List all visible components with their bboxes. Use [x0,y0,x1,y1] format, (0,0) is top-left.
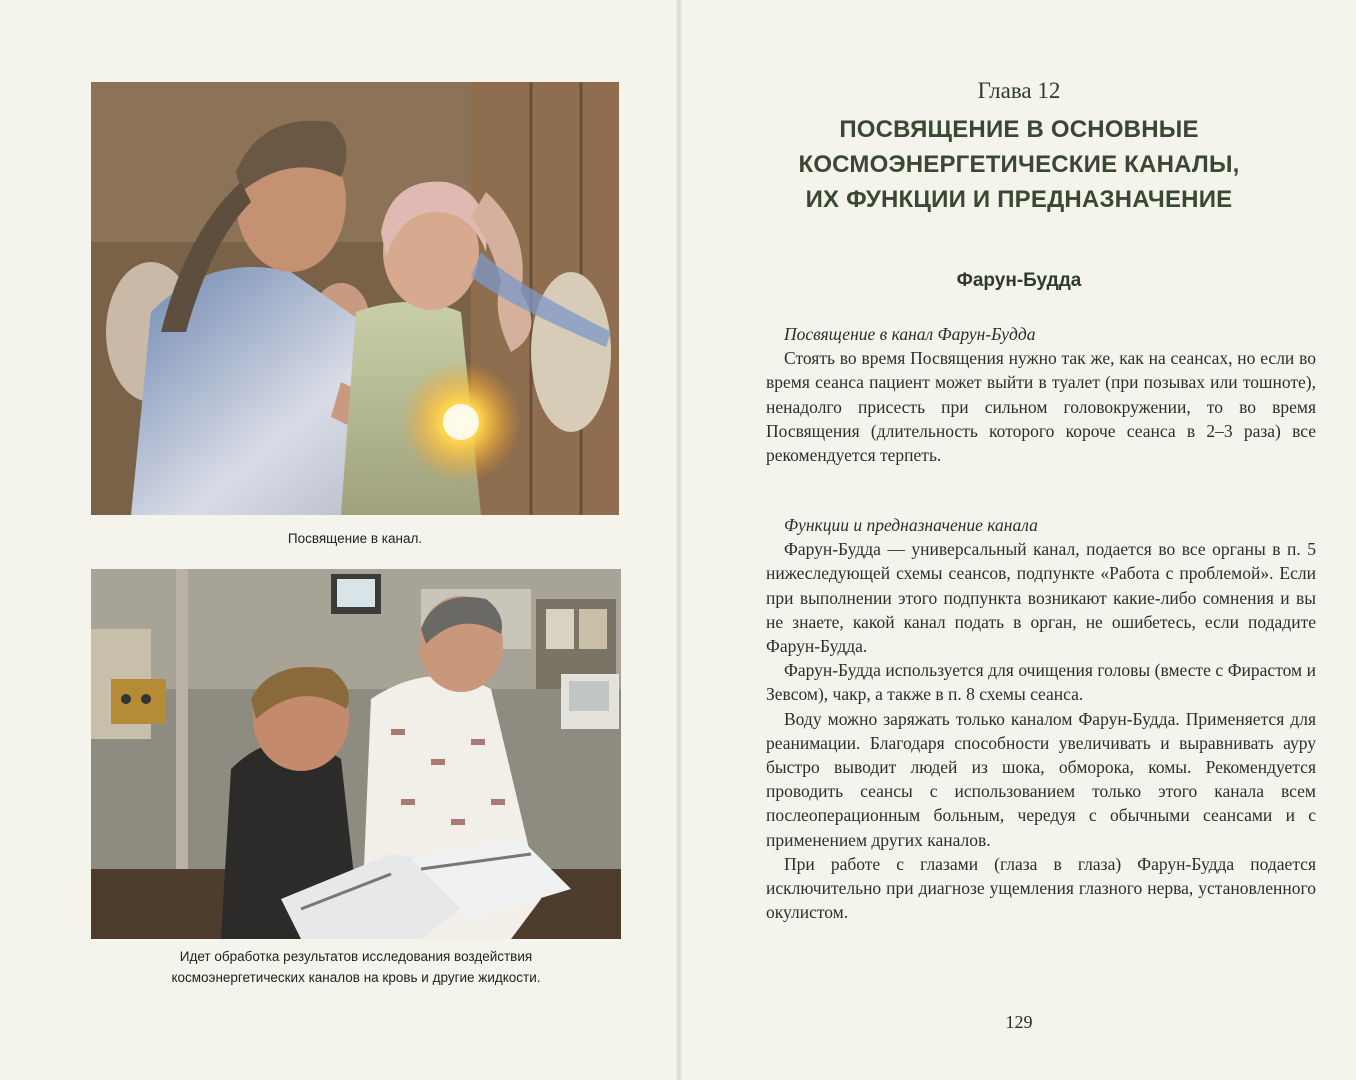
paragraph-1: Стоять во время Посвящения нужно так же, как на сеансах, но если во время сеанса пациент может выйти в туалет (при позывах или тошноте), ненадолго присесть при сильном головокружении, то во время Посвящения (длительность которого короче сеанса в 2–3 раза) все рекомендуется терпеть. [766,348,1316,466]
paragraph-5: При работе с глазами (глаза в глаза) Фарун-Будда подается исключительно при диагнозе ущемления глазного нерва, установленного окулистом. [766,853,1316,923]
laboratory-photo [91,569,621,939]
subheading-initiation: Посвящение в канал Фарун-Будда [784,324,1036,344]
page-number: 129 [1005,1012,1033,1032]
text-block-functions [766,513,1316,924]
photo2-caption [91,946,621,988]
chapter-number: Глава 12 [977,78,1061,103]
section-title: Фарун-Будда [956,270,1082,291]
right-page [682,0,1356,1080]
paragraph-4: Воду можно заряжать только каналом Фарун-Будда. Применяется для реанимации. Благодаря способности увеличивать и выравнивать ауру быстро выводит людей из шока, обморока, комы. Рекомендуется проводить сеансы с использованием только этого канала всем послеоперационным больным, чередуя с обычными сеансами и с применением других каналов. [766,708,1316,850]
chapter-title-line1: ПОСВЯЩЕНИЕ В ОСНОВНЫЕ [839,116,1199,143]
text-block-initiation [766,322,1316,467]
photo2-caption-line1: Идет обработка результатов исследования воздействия [179,949,533,964]
subheading-functions: Функции и предназначение канала [784,515,1038,535]
left-page [0,0,676,1080]
paragraph-3: Фарун-Будда используется для очищения головы (вместе с Фирастом и Зевсом), чакр, а также в п. 8 схемы сеанса. [766,660,1316,705]
chapter-title [722,112,1316,217]
chapter-title-line2: КОСМОЭНЕРГЕТИЧЕСКИЕ КАНАЛЫ, [798,151,1240,178]
initiation-photo [91,82,619,515]
photo1-caption: Посвящение в канал. [287,531,423,546]
paragraph-2: Фарун-Будда — универсальный канал, подается во все органы в п. 5 нижеследующей схемы сеансов, подпункте «Работа с проблемой». Если при выполнении этого подпункта возникают какие-либо сомнения и вы не знаете, какой канал подать в орган, не ошибетесь, если подадите Фарун-Будда. [766,539,1316,657]
chapter-title-line3: ИХ ФУНКЦИИ И ПРЕДНАЗНАЧЕНИЕ [805,186,1233,213]
photo2-caption-line2: космоэнергетических каналов на кровь и другие жидкости. [171,970,541,985]
